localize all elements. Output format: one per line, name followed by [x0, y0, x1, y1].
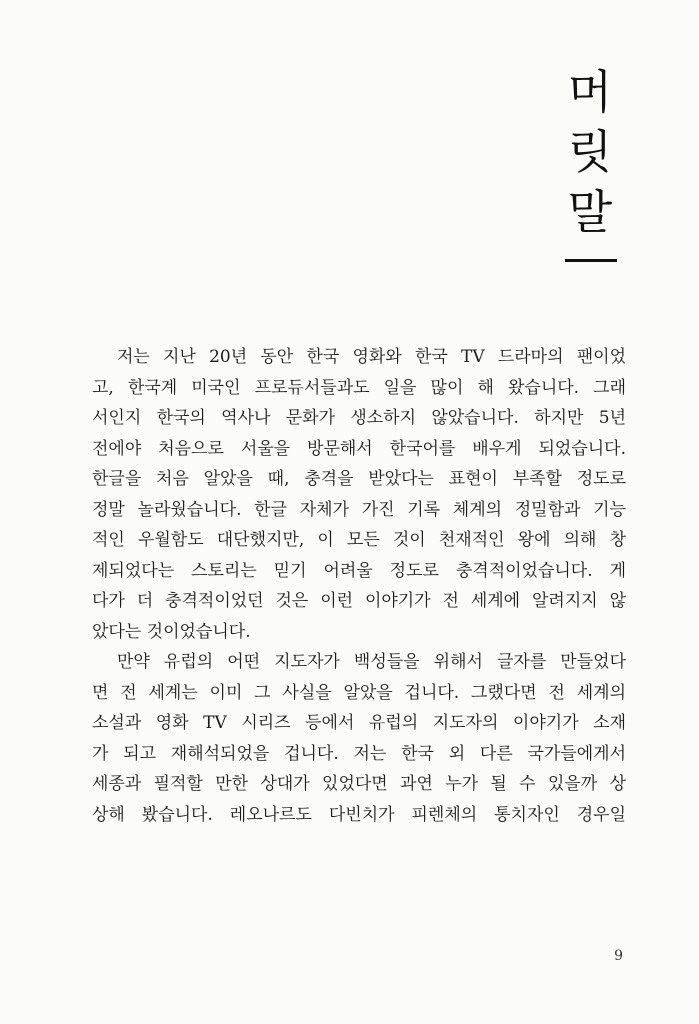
text-line: 만약 유럽의 어떤 지도자가 백성들을 위해서 글자를 만들었다 [117, 652, 626, 672]
title-char-2: 릿 [567, 125, 613, 179]
text-line: 적인 우월함도 대단했지만, 이 모든 것이 천재적인 왕에 의해 창 [92, 530, 626, 550]
page-number: 9 [614, 948, 623, 964]
text-line: 상해 봤습니다. 레오나르도 다빈치가 피렌체의 통치자인 경우일 [92, 804, 626, 825]
text-line: 고, 한국계 미국인 프로듀서들과도 일을 많이 해 왔습니다. 그래 [92, 377, 626, 398]
text-line: 소설과 영화 TV 시리즈 등에서 유럽의 지도자의 이야기가 소재 [92, 713, 626, 733]
text-line: 았다는 것이었습니다. [92, 621, 251, 642]
paragraph-1 [92, 342, 626, 647]
text-line: 제되었다는 스토리는 믿기 어려울 정도로 충격적이었습니다. 게 [92, 560, 626, 581]
text-line: 가 되고 재해석되었을 겁니다. 저는 한국 외 다른 국가들에게서 [92, 743, 626, 764]
text-line: 저는 지난 20년 동안 한국 영화와 한국 TV 드라마의 팬이었 [117, 347, 626, 367]
text-line: 다가 더 충격적이었던 것은 이런 이야기가 전 세계에 알려지지 않 [92, 591, 626, 611]
text-line: 서인지 한국의 역사나 문화가 생소하지 않았습니다. 하지만 5년 [92, 408, 626, 428]
text-line: 세종과 필적할 만한 상대가 있었다면 과연 누가 될 수 있을까 상 [92, 774, 626, 794]
body-text [92, 342, 626, 830]
title-underline-rule [565, 259, 617, 262]
title-char-3: 말 [567, 185, 613, 239]
text-line: 한글을 처음 알았을 때, 충격을 받았다는 표현이 부족할 정도로 [92, 469, 626, 489]
paragraph-2 [92, 647, 626, 830]
text-line: 전에야 처음으로 서울을 방문해서 한국어를 배우게 되었습니다. [92, 438, 626, 459]
chapter-title [560, 62, 620, 242]
text-line: 정말 놀라웠습니다. 한글 자체가 가진 기록 체계의 정밀함과 기능 [92, 499, 626, 520]
title-char-1: 머 [567, 65, 613, 119]
text-line: 면 전 세계는 이미 그 사실을 알았을 겁니다. 그랬다면 전 세계의 [92, 682, 626, 703]
